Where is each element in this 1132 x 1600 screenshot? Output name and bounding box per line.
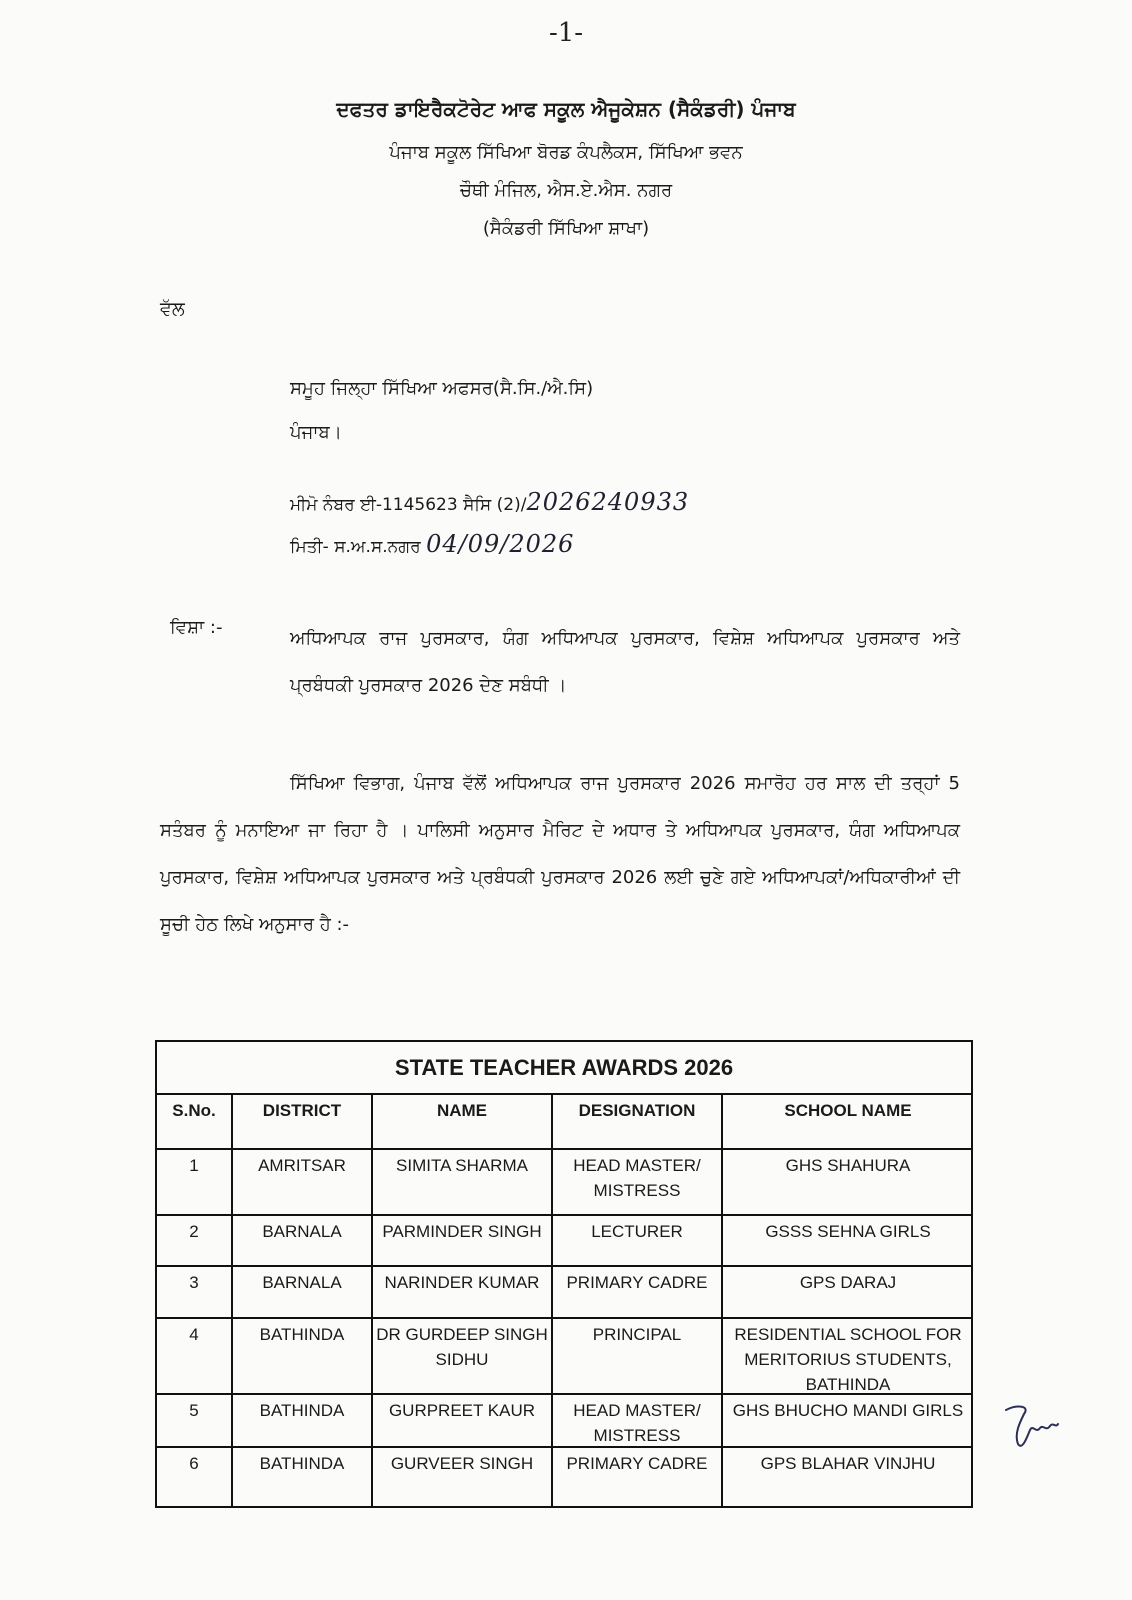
cell-sno: 5 (157, 1395, 233, 1446)
date-prefix: ਮਿਤੀ- ਸ.ਅ.ਸ.ਨਗਰ (290, 537, 421, 557)
cell-designation: HEAD MASTER/ MISTRESS (553, 1395, 723, 1446)
header-designation: DESIGNATION (553, 1093, 723, 1148)
cell-sno: 1 (157, 1150, 233, 1214)
cell-designation: PRIMARY CADRE (553, 1267, 723, 1317)
cell-designation: PRINCIPAL (553, 1319, 723, 1393)
cell-school-name: GHS BHUCHO MANDI GIRLS (732, 1401, 964, 1420)
table-header-row (157, 1093, 971, 1150)
awards-table (155, 1040, 973, 1508)
addressee-state: ਪੰਜਾਬ। (290, 422, 342, 443)
subject-label: ਵਿਸ਼ਾ :- (170, 617, 223, 638)
cell-designation: PRIMARY CADRE (553, 1448, 723, 1506)
table-row (157, 1319, 971, 1395)
header-district: DISTRICT (233, 1093, 373, 1148)
cell-name: GURPREET KAUR (373, 1395, 553, 1446)
cell-designation: LECTURER (553, 1216, 723, 1265)
memo-handwritten-number: 2026240933 (526, 488, 690, 516)
cell-district: BATHINDA (233, 1319, 373, 1393)
page-number: -1- (548, 18, 584, 48)
office-title: ਦਫਤਰ ਡਾਇਰੈਕਟੋਰੇਟ ਆਫ ਸਕੂਲ ਐਜੂਕੇਸ਼ਨ (ਸੈਕੰਡਰੀ) ਪੰਜਾਬ (336, 97, 796, 121)
table-row (157, 1150, 971, 1216)
cell-school-name: GPS BLAHAR VINJHU (760, 1454, 936, 1473)
table-row (157, 1395, 971, 1448)
cell-district: BARNALA (233, 1267, 373, 1317)
table-title: STATE TEACHER AWARDS 2026 (157, 1042, 971, 1095)
cell-district: BARNALA (233, 1216, 373, 1265)
memo-prefix: ਮੀਮੋ ਨੰਬਰ ਈ-1145623 ਸੈਸਿ (2)/ (290, 495, 527, 515)
cell-sno: 3 (157, 1267, 233, 1317)
cell-sno: 2 (157, 1216, 233, 1265)
cell-name: DR GURDEEP SINGH SIDHU (373, 1319, 553, 1393)
cell-district: BATHINDA (233, 1448, 373, 1506)
addressee-line: ਸਮੂਹ ਜਿਲ੍ਹਾ ਸਿੱਖਿਆ ਅਫਸਰ(ਸੈ.ਸਿ./ਐ.ਸਿ) (290, 378, 594, 399)
cell-district: BATHINDA (233, 1395, 373, 1446)
table-row (157, 1448, 971, 1506)
cell-name: GURVEER SINGH (373, 1448, 553, 1506)
header-school-name: SCHOOL NAME (784, 1101, 912, 1120)
subject-text: ਅਧਿਆਪਕ ਰਾਜ ਪੁਰਸਕਾਰ, ਯੰਗ ਅਧਿਆਪਕ ਪੁਰਸਕਾਰ, ਵਿਸ਼ੇਸ਼ ਅਧਿਆਪਕ ਪੁਰਸਕਾਰ ਅਤੇ ਪ੍ਰਬੰਧਕੀ ਪੁਰਸਕਾਰ 2026 ਦੇਣ ਸਬੰਧੀ । (290, 628, 960, 696)
cell-school-name: RESIDENTIAL SCHOOL FOR MERITORIUS STUDENTS, BATHINDA (734, 1325, 962, 1394)
cell-sno: 6 (157, 1448, 233, 1506)
header-name: NAME (373, 1093, 553, 1148)
cell-designation: HEAD MASTER/ MISTRESS (553, 1150, 723, 1214)
memo-number (290, 488, 689, 516)
cell-school-name: GPS DARAJ (799, 1273, 897, 1292)
header-sno: S.No. (157, 1093, 233, 1148)
cell-district: AMRITSAR (233, 1150, 373, 1214)
signature (1000, 1400, 1060, 1455)
cell-school-name: GHS SHAHURA (785, 1156, 911, 1175)
cell-name: NARINDER KUMAR (373, 1267, 553, 1317)
office-floor-line: ਚੌਥੀ ਮੰਜਿਲ, ਐਸ.ਏ.ਐਸ. ਨਗਰ (459, 180, 673, 201)
cell-name: PARMINDER SINGH (373, 1216, 553, 1265)
memo-date (290, 530, 574, 558)
office-address-line: ਪੰਜਾਬ ਸਕੂਲ ਸਿੱਖਿਆ ਬੋਰਡ ਕੰਪਲੈਕਸ, ਸਿੱਖਿਆ ਭਵਨ (389, 142, 743, 163)
table-row (157, 1216, 971, 1267)
cell-sno: 4 (157, 1319, 233, 1393)
handwritten-date: 04/09/2026 (426, 530, 575, 558)
table-row (157, 1267, 971, 1319)
cell-name: SIMITA SHARMA (373, 1150, 553, 1214)
body-paragraph: ਸਿੱਖਿਆ ਵਿਭਾਗ, ਪੰਜਾਬ ਵੱਲੋਂ ਅਧਿਆਪਕ ਰਾਜ ਪੁਰਸਕਾਰ 2026 ਸਮਾਰੋਹ ਹਰ ਸਾਲ ਦੀ ਤਰ੍ਹਾਂ 5 ਸਤੰਬਰ ਨੂੰ ਮਨਾਇਆ ਜਾ ਰਿਹਾ ਹੈ । ਪਾਲਿਸੀ ਅਨੁਸਾਰ ਮੈਰਿਟ ਦੇ ਅਧਾਰ ਤੇ ਅਧਿਆਪਕ ਪੁਰਸਕਾਰ, ਯੰਗ ਅਧਿਆਪਕ ਪੁਰਸਕਾਰ, ਵਿਸ਼ੇਸ਼ ਅਧਿਆਪਕ ਪੁਰਸਕਾਰ ਅਤੇ ਪ੍ਰਬੰਧਕੀ ਪੁਰਸਕਾਰ 2026 ਲਈ ਚੁਣੇ ਗਏ ਅਧਿਆਪਕਾਂ/ਅਧਿਕਾਰੀਆਂ ਦੀ ਸੂਚੀ ਹੇਠ ਲਿਖੇ ਅਨੁਸਾਰ ਹੈ :- (160, 773, 960, 935)
to-label: ਵੱਲ (160, 298, 185, 320)
cell-school-name: GSSS SEHNA GIRLS (765, 1222, 931, 1241)
office-branch: (ਸੈਕੰਡਰੀ ਸਿੱਖਿਆ ਸ਼ਾਖਾ) (482, 218, 650, 239)
